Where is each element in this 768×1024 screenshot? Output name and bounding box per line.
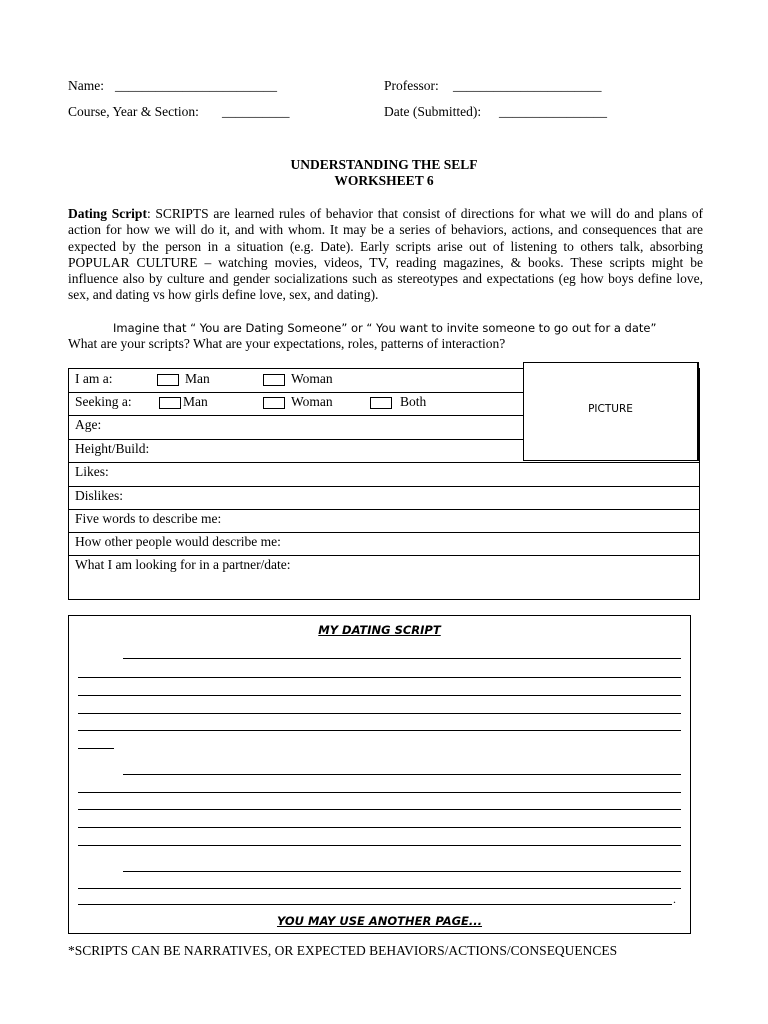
writing-line[interactable] bbox=[78, 792, 681, 793]
picture-box[interactable] bbox=[523, 362, 699, 461]
writing-line[interactable] bbox=[78, 888, 681, 889]
writing-line[interactable] bbox=[78, 845, 681, 846]
row-divider bbox=[69, 392, 524, 393]
dislikes-label: Dislikes: bbox=[75, 488, 124, 503]
writing-line[interactable] bbox=[78, 713, 681, 714]
professor-field[interactable]: ______________________ bbox=[453, 78, 602, 93]
dating-script-box bbox=[68, 615, 691, 934]
intro-text: : SCRIPTS are learned rules of behavior that consist of directions for what we will do and plans of action for how we will do it, and with whom. It may be a series of behaviors, actions, and consequences that are expected by the person in a situation (e.g. Date). Early scripts arise out of listening to others talk, absorbing POPULAR CULTURE – watching movies, videos, TV, reading magazines, & books. These scripts might be influence also by culture and gender socializations such as stereotypes and expectations (eg how boys define love, sex, and dating vs how girls define love, sex, and dating). bbox=[68, 206, 704, 303]
seeking-woman-label: Woman bbox=[291, 394, 333, 409]
seeking-both-label: Both bbox=[400, 394, 427, 409]
name-label: Name: bbox=[68, 78, 104, 93]
writing-line[interactable] bbox=[78, 748, 114, 749]
i-am-woman-label: Woman bbox=[291, 371, 333, 386]
imagine-text: Imagine that “ You are Dating Someone” or “ You want to invite someone to go out for a date” bbox=[113, 321, 657, 335]
writing-line[interactable] bbox=[123, 774, 681, 775]
likes-label: Likes: bbox=[75, 464, 109, 479]
writing-line[interactable] bbox=[123, 871, 681, 872]
others-describe-label: How other people would describe me: bbox=[75, 534, 281, 549]
writing-line[interactable] bbox=[78, 904, 672, 905]
writing-line[interactable] bbox=[78, 695, 681, 696]
seeking-label: Seeking a: bbox=[75, 394, 132, 409]
height-label: Height/Build: bbox=[75, 441, 150, 456]
picture-label: PICTURE bbox=[588, 403, 633, 415]
row-divider bbox=[69, 415, 524, 416]
writing-line[interactable] bbox=[78, 809, 681, 810]
row-divider bbox=[69, 555, 699, 556]
course-label: Course, Year & Section: bbox=[68, 104, 199, 119]
row-divider bbox=[69, 509, 699, 510]
professor-label: Professor: bbox=[384, 78, 439, 93]
seeking-man-label: Man bbox=[183, 394, 208, 409]
writing-line[interactable] bbox=[123, 658, 681, 659]
worksheet-subtitle: WORKSHEET 6 bbox=[334, 173, 434, 188]
footer-note: *SCRIPTS CAN BE NARRATIVES, OR EXPECTED BEHAVIORS/ACTIONS/CONSEQUENCES bbox=[68, 943, 618, 958]
seeking-man-checkbox[interactable] bbox=[159, 397, 181, 409]
name-field[interactable]: ________________________ bbox=[115, 78, 277, 93]
row-divider bbox=[69, 439, 524, 440]
date-field[interactable]: ________________ bbox=[499, 104, 607, 119]
i-am-man-label: Man bbox=[185, 371, 210, 386]
row-divider bbox=[69, 462, 699, 463]
writing-line[interactable] bbox=[78, 730, 681, 731]
worksheet-title: UNDERSTANDING THE SELF bbox=[290, 157, 478, 172]
writing-line[interactable] bbox=[78, 677, 681, 678]
script-footer: YOU MAY USE ANOTHER PAGE... bbox=[276, 914, 483, 928]
five-words-label: Five words to describe me: bbox=[75, 511, 222, 526]
intro-paragraph bbox=[68, 206, 703, 304]
age-label: Age: bbox=[75, 417, 102, 432]
row-divider bbox=[69, 532, 699, 533]
row-divider bbox=[69, 486, 699, 487]
i-am-label: I am a: bbox=[75, 371, 113, 386]
date-label: Date (Submitted): bbox=[384, 104, 482, 119]
i-am-man-checkbox[interactable] bbox=[157, 374, 179, 386]
writing-line[interactable] bbox=[78, 827, 681, 828]
imagine-prompt bbox=[113, 320, 753, 336]
looking-for-label: What I am looking for in a partner/date: bbox=[75, 557, 291, 572]
script-title: MY DATING SCRIPT bbox=[318, 623, 441, 637]
seeking-woman-checkbox[interactable] bbox=[263, 397, 285, 409]
i-am-woman-checkbox[interactable] bbox=[263, 374, 285, 386]
question-prompt: What are your scripts? What are your expectations, roles, patterns of interaction? bbox=[68, 336, 506, 351]
course-field[interactable]: __________ bbox=[222, 104, 290, 119]
end-mark: . bbox=[673, 892, 676, 906]
intro-term: Dating Script bbox=[68, 206, 147, 221]
seeking-both-checkbox[interactable] bbox=[370, 397, 392, 409]
